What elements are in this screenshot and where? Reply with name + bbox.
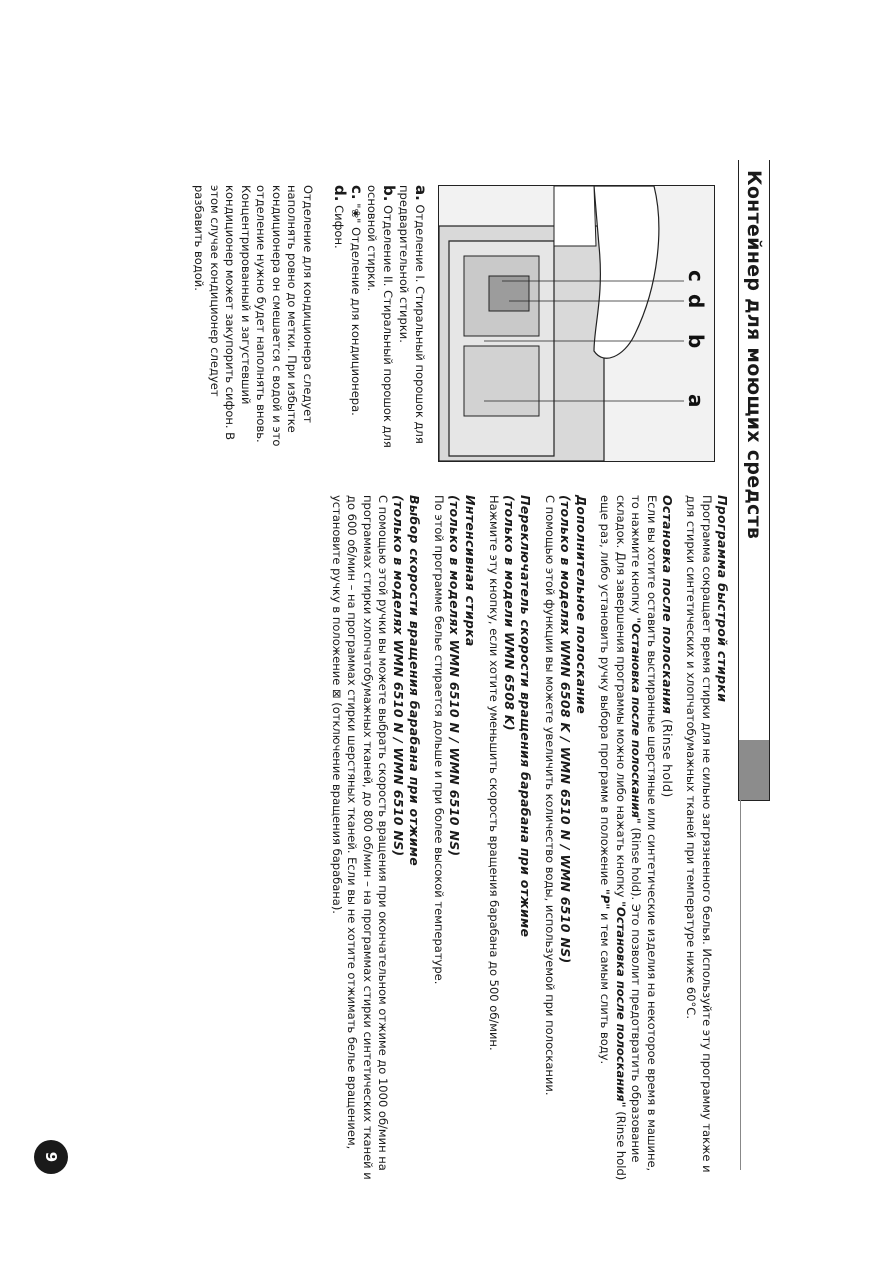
section-title: Выбор скорости вращения барабана при отжиме <box>407 495 423 867</box>
figure-legend <box>180 185 429 460</box>
drawer-drawing <box>439 186 714 461</box>
section-body <box>597 495 659 1185</box>
label-b: b <box>684 334 708 349</box>
legend-letter: b. <box>380 185 398 202</box>
section-title: Дополнительное полоскание <box>574 495 589 714</box>
section-models: (только в моделях WMN 6508 K / WMN 6510 N / WMN 6510 NS) <box>558 495 573 964</box>
legend-text: Отделение II. Стиральный порошок для основной стирки. <box>365 185 395 448</box>
legend-letter: a. <box>412 185 430 201</box>
section-models: (только в моделях WMN 6510 N / WMN 6510 NS) <box>391 495 407 857</box>
section-body: По этой программе белье стирается дольше и при более высокой температуре. <box>432 495 446 985</box>
section-quick-wash <box>683 495 730 1185</box>
section-title: Программа быстрой стирки <box>715 495 730 703</box>
legend-text: Сифон. <box>332 205 347 249</box>
section-title: Переключатель скорости вращения барабана при отжиме <box>518 495 534 938</box>
header-bar <box>738 160 770 741</box>
legend-item-b <box>364 185 396 460</box>
section-body: Программа сокращает время стирки для не сильно загрязненного белья. Используйте эту программу также и для стирки синтетических и хлопчатобумажных тканей при температуре ниже 60°C. <box>684 495 714 1173</box>
body-part: (Rinse hold) еще раз, либо установить ручку выбора программ в положение <box>598 495 628 1181</box>
section-title-main: Остановка после полоскания <box>660 495 675 715</box>
header-gray-block <box>738 740 770 801</box>
section-models: (только в моделях WMN 6510 N / WMN 6510 NS) <box>447 495 462 857</box>
section-extra-rinse <box>542 495 590 1185</box>
legend-text: "❀" Отделение для кондиционера. <box>349 203 363 416</box>
position-p: "P" <box>598 888 613 910</box>
legend-item-c <box>348 185 365 460</box>
label-d: d <box>684 294 708 309</box>
section-title-suffix: (Rinse hold) <box>660 718 675 798</box>
body-part: и тем самым слить воду. <box>598 913 613 1065</box>
page-number-badge: 9 <box>34 1140 68 1174</box>
legend-letter: c. <box>348 185 366 200</box>
section-rinse-hold <box>597 495 675 1185</box>
legend-item-a <box>396 185 428 460</box>
detergent-drawer-illustration <box>438 185 715 462</box>
section-spin-select <box>329 495 423 1185</box>
rotated-manual-page <box>30 150 770 1240</box>
header-rule <box>740 800 741 1170</box>
label-a: a <box>684 394 708 408</box>
legend-text: Отделение I. Стиральный порошок для предварительной стирки. <box>397 185 427 444</box>
softener-note: Отделение для кондиционера следует наполнять ровно до метки. При избытке кондиционера он смешается с водой и это отделение нужно будет наполнять вновь. Концентрированный и загустевший кондиционер может закупорить сифон. В этом случае кондиционер следует разбавить водой. <box>192 185 315 447</box>
legend-item-d <box>331 185 348 460</box>
section-body: Нажмите эту кнопку, если хотите уменьшить скорость вращения барабана до 500 об/мин. <box>487 495 502 1051</box>
section-body: С помощью этой функции вы можете увеличить количество воды, используемой при полоскании. <box>543 495 557 1096</box>
body-part: (Rinse hold). Это позволит предотвратить образование складок. Для завершения программы можно либо нажать кнопку <box>614 495 644 1163</box>
rinse-hold-button-name: "Остановка после полоскания" <box>629 617 644 824</box>
section-spin-switch <box>486 495 534 1185</box>
legend-letter: d. <box>331 185 350 202</box>
section-title <box>659 495 675 1185</box>
body-part: Если вы хотите оставить выстиранные шерстяные или синтетические изделия на некоторое время в машине, то нажмите кнопку <box>629 495 659 1172</box>
section-title: Интенсивная стирка <box>463 495 478 647</box>
section-intensive <box>431 495 479 1185</box>
rinse-hold-button-name: "Остановка после полоскания" <box>614 901 628 1108</box>
label-c: c <box>684 270 708 282</box>
section-body: С помощью этой ручки вы можете выбрать скорость вращения при окончательном отжиме до 1000 об/мин на программах стирки хлопчатобумажных тканей, до 800 об/мин – на программах стирки синтетических тканей и до 600 об/мин – на программах стирки шерстяных тканей. Если вы не хотите отжимать белье вращением, установите ручку в положение ⊠ (отключение вращения барабана). <box>330 495 391 1180</box>
page-title: Контейнер для моющих средств <box>743 170 765 540</box>
right-column <box>321 495 731 1185</box>
section-models: (только в модели WMN 6508 K) <box>502 495 518 731</box>
